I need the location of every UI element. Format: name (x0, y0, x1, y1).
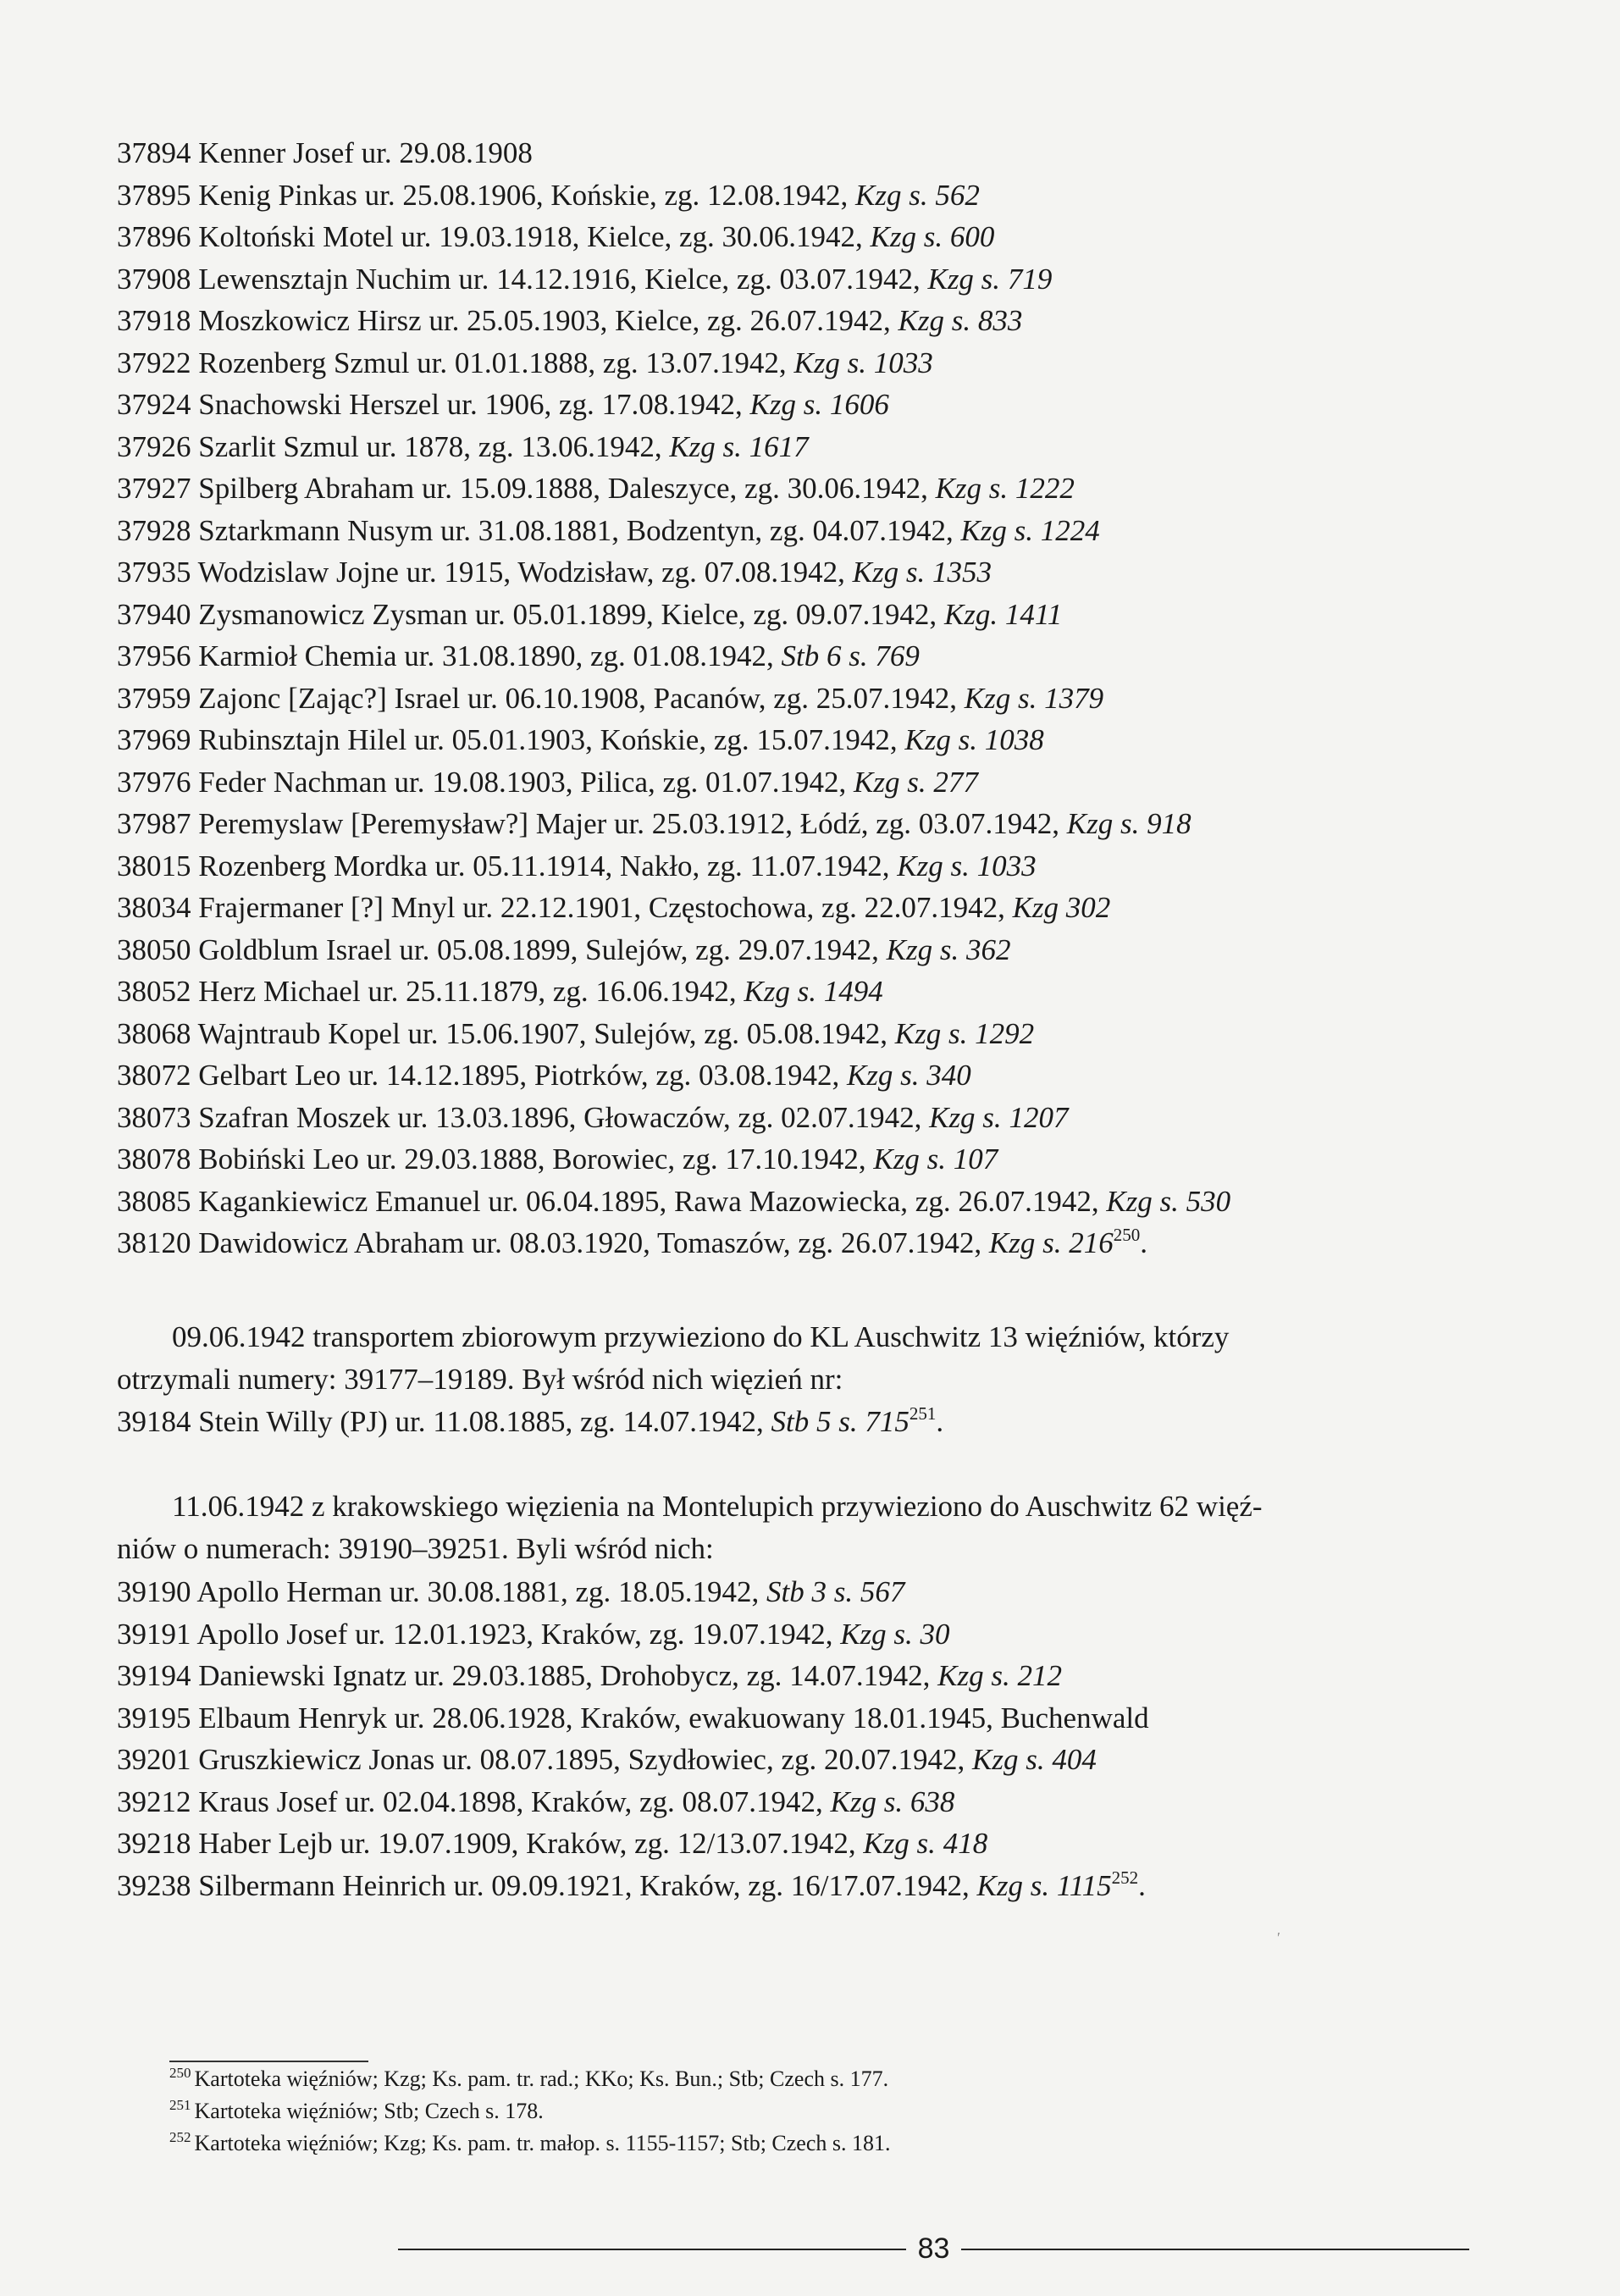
source-page: 302 (1065, 891, 1111, 924)
prisoner-entry (117, 1823, 1472, 1865)
prisoner-list-3 (117, 1571, 1472, 1906)
rule-left (398, 2249, 906, 2250)
prisoner-entry (117, 1401, 1472, 1443)
prisoner-entry (117, 929, 1472, 971)
source-ref: Kzg s. (897, 849, 970, 882)
entry-text: 38068 Wajntraub Kopel ur. 15.06.1907, Sulejów, zg. 05.08.1942, (117, 1016, 895, 1050)
entry-text: 38120 Dawidowicz Abraham ur. 08.03.1920, Tomaszów, zg. 26.07.1942, (117, 1226, 989, 1259)
source-ref: Kzg s. (1066, 807, 1140, 840)
source-page: 719 (1007, 262, 1053, 296)
prisoner-entry (117, 1865, 1472, 1907)
source-ref: Kzg s. (873, 1142, 946, 1176)
entry-text: 38078 Bobiński Leo ur. 29.03.1888, Borowiec, zg. 17.10.1942, (117, 1142, 874, 1176)
source-ref: Kzg (1012, 891, 1059, 924)
entry-text: 37895 Kenig Pinkas ur. 25.08.1906, Końskie, zg. 12.08.1942, (117, 178, 856, 212)
source-ref: Kzg s. (855, 178, 928, 212)
prisoner-entry (117, 551, 1472, 594)
source-ref: Kzg s. (852, 556, 926, 589)
entry-text: 37969 Rubinsztajn Hilel ur. 05.01.1903, Końskie, zg. 15.07.1942, (117, 723, 905, 756)
entry-text: 37956 Karmioł Chemia ur. 31.08.1890, zg. 01.08.1942, (117, 639, 782, 672)
source-page: 1617 (749, 429, 809, 463)
prisoner-entry (117, 845, 1472, 888)
source-page: 715 (865, 1405, 910, 1438)
prisoner-entry (117, 635, 1472, 678)
entry-text: 39212 Kraus Josef ur. 02.04.1898, Kraków, zg. 08.07.1942, (117, 1784, 831, 1818)
source-ref: Stb 3 s. (766, 1575, 854, 1608)
prisoner-entry (117, 1571, 1472, 1613)
source-page: 404 (1052, 1743, 1097, 1776)
source-page: 1224 (1040, 513, 1100, 547)
source-page: 1494 (823, 975, 883, 1008)
source-page: 918 (1147, 807, 1192, 840)
source-ref: Kzg s. (904, 723, 977, 756)
entry-text: 37940 Zysmanowicz Zysman ur. 05.01.1899, Kielce, zg. 09.07.1942, (117, 597, 944, 631)
entry-text: 37922 Rozenberg Szmul ur. 01.01.1888, zg. 13.07.1942, (117, 346, 794, 379)
source-ref: Kzg s. (854, 765, 926, 799)
source-ref: Kzg s. (937, 1659, 1010, 1692)
rule-right (961, 2249, 1469, 2250)
prisoner-entry (117, 258, 1472, 301)
prisoner-entry (117, 132, 1472, 174)
entry-text: 37928 Sztarkmann Nusym ur. 31.08.1881, Bodzentyn, zg. 04.07.1942, (117, 513, 961, 547)
source-page: 1033 (976, 849, 1037, 882)
prisoner-list-1 (117, 132, 1472, 1264)
paragraph-line: otrzymali numery: 39177–19189. Był wśród nich więzień nr: (117, 1363, 843, 1396)
prisoner-entry (117, 1013, 1472, 1055)
prisoner-entry (117, 971, 1472, 1013)
entry-text: 37894 Kenner Josef ur. 29.08.1908 (117, 136, 533, 169)
source-ref: Kzg s. (870, 220, 943, 253)
prisoner-entry (117, 1222, 1472, 1264)
source-ref: Kzg s. (898, 304, 971, 337)
prisoner-entry (117, 887, 1472, 929)
prisoner-entry (117, 426, 1472, 468)
prisoner-entry (117, 1613, 1472, 1656)
entry-text: 37908 Lewensztajn Nuchim ur. 14.12.1916, Kielce, zg. 03.07.1942, (117, 262, 928, 296)
entry-text: 38052 Herz Michael ur. 25.11.1879, zg. 16.06.1942, (117, 975, 744, 1008)
prisoner-entry (117, 1054, 1472, 1097)
entry-text: 39191 Apollo Josef ur. 12.01.1923, Kraków, zg. 19.07.1942, (117, 1617, 841, 1651)
entry-text: 37918 Moszkowicz Hirsz ur. 25.05.1903, Kielce, zg. 26.07.1942, (117, 304, 898, 337)
source-ref: Kzg. (943, 597, 998, 631)
entry-text: 37959 Zajonc [Zając?] Israel ur. 06.10.1908, Pacanów, zg. 25.07.1942, (117, 681, 965, 715)
source-ref: Kzg s. (669, 429, 742, 463)
source-page: 1033 (873, 346, 933, 379)
entry-text: 37926 Szarlit Szmul ur. 1878, zg. 13.06.1942, (117, 429, 670, 463)
source-ref: Kzg s. (1106, 1184, 1179, 1218)
source-page: 418 (943, 1827, 988, 1860)
source-ref: Kzg s. (927, 262, 1001, 296)
source-ref: Kzg s. (840, 1617, 913, 1651)
source-page: 107 (953, 1142, 998, 1176)
source-page: 1222 (1015, 472, 1075, 505)
entry-text: 39218 Haber Lejb ur. 19.07.1909, Kraków, zg. 12/13.07.1942, (117, 1827, 864, 1860)
prisoner-entry (117, 467, 1472, 510)
source-ref: Kzg s. (988, 1226, 1062, 1259)
entry-text: 38015 Rozenberg Mordka ur. 05.11.1914, Nakło, zg. 11.07.1942, (117, 849, 898, 882)
source-ref: Kzg s. (886, 932, 959, 966)
entry-text: 39190 Apollo Herman ur. 30.08.1881, zg. 18.05.1942, (117, 1575, 767, 1608)
footnote-text: Kartoteka więźniów; Stb; Czech s. 178. (194, 2099, 544, 2123)
paragraph-line: 09.06.1942 transportem zbiorowym przywieziono do KL Auschwitz 13 więźniów, którzy (172, 1320, 1230, 1353)
source-ref: Stb 5 s. (771, 1405, 858, 1438)
prisoner-entry (117, 678, 1472, 720)
prisoner-list-2 (117, 1401, 1472, 1443)
footnotes (169, 2063, 891, 2160)
stray-mark: ′ (1277, 1929, 1280, 1946)
period: . (936, 1405, 944, 1438)
prisoner-entry (117, 300, 1472, 342)
source-ref: Kzg s. (749, 388, 823, 421)
source-page: 30 (920, 1617, 950, 1651)
source-page: 216 (1069, 1226, 1114, 1259)
prisoner-entry (117, 594, 1472, 636)
source-page: 530 (1186, 1184, 1231, 1218)
footnote-ref: 251 (909, 1403, 937, 1424)
entry-text: 37896 Koltoński Motel ur. 19.03.1918, Kielce, zg. 30.06.1942, (117, 220, 871, 253)
entry-text: 37935 Wodzislaw Jojne ur. 1915, Wodzisław, zg. 07.08.1942, (117, 556, 853, 589)
entry-text: 38085 Kagankiewicz Emanuel ur. 06.04.1895, Rawa Mazowiecka, zg. 26.07.1942, (117, 1184, 1107, 1218)
source-page: 1353 (932, 556, 992, 589)
source-ref: Kzg s. (830, 1784, 904, 1818)
page-number: 83 (917, 2232, 950, 2265)
source-ref: Kzg s. (935, 472, 1009, 505)
prisoner-entry (117, 510, 1472, 552)
source-page: 638 (910, 1784, 955, 1818)
source-page: 567 (860, 1575, 905, 1608)
source-ref: Kzg s. (846, 1059, 920, 1092)
entry-text: 38034 Frajermaner [?] Mnyl ur. 22.12.1901, Częstochowa, zg. 22.07.1942, (117, 891, 1013, 924)
entry-text: 38072 Gelbart Leo ur. 14.12.1895, Piotrków, zg. 03.08.1942, (117, 1059, 847, 1092)
transport-paragraph-2 (117, 1485, 1472, 1570)
footnote-ref: 252 (1111, 1867, 1139, 1888)
source-ref: Kzg s. (960, 513, 1034, 547)
prisoner-entry (117, 174, 1472, 217)
entry-text: 39184 Stein Willy (PJ) ur. 11.08.1885, zg. 14.07.1942, (117, 1405, 771, 1438)
source-page: 340 (926, 1059, 971, 1092)
prisoner-entry (117, 1781, 1472, 1823)
prisoner-entry (117, 1739, 1472, 1781)
source-page: 1038 (984, 723, 1044, 756)
footnote-text: Kartoteka więźniów; Kzg; Ks. pam. tr. małop. s. 1155-1157; Stb; Czech s. 181. (194, 2131, 891, 2155)
paragraph-line: niów o numerach: 39190–39251. Byli wśród nich: (117, 1532, 714, 1565)
footnote-number: 251 (169, 2097, 191, 2113)
prisoner-entry (117, 719, 1472, 761)
source-page: 1379 (1044, 681, 1104, 715)
period: . (1140, 1226, 1147, 1259)
entry-text: 37924 Snachowski Herszel ur. 1906, zg. 17.08.1942, (117, 388, 750, 421)
source-page: 1411 (1004, 597, 1063, 631)
footnote-text: Kartoteka więźniów; Kzg; Ks. pam. tr. rad.; KKo; Ks. Bun.; Stb; Czech s. 177. (194, 2066, 889, 2091)
entry-text: 39238 Silbermann Heinrich ur. 09.09.1921, Kraków, zg. 16/17.07.1942, (117, 1868, 977, 1902)
paragraph-line: 11.06.1942 z krakowskiego więzienia na Montelupich przywieziono do Auschwitz 62 więź- (172, 1490, 1263, 1523)
source-ref: Kzg s. (929, 1100, 1002, 1134)
transport-paragraph-1 (117, 1316, 1472, 1401)
prisoner-entry (117, 1181, 1472, 1223)
prisoner-entry (117, 216, 1472, 258)
source-ref: Kzg s. (976, 1868, 1050, 1902)
entry-text: 37976 Feder Nachman ur. 19.08.1903, Pilica, zg. 01.07.1942, (117, 765, 854, 799)
footnote-ref: 250 (1113, 1225, 1141, 1245)
prisoner-entry (117, 761, 1472, 804)
entry-text: 38073 Szafran Moszek ur. 13.03.1896, Głowaczów, zg. 02.07.1942, (117, 1100, 930, 1134)
source-ref: Kzg s. (793, 346, 867, 379)
source-page: 562 (935, 178, 980, 212)
entry-text: 37987 Peremyslaw [Peremysław?] Majer ur. 25.03.1912, Łódź, zg. 03.07.1942, (117, 807, 1067, 840)
footnote-separator (169, 2061, 368, 2062)
prisoner-entry (117, 342, 1472, 385)
source-page: 1606 (829, 388, 889, 421)
source-page: 212 (1017, 1659, 1062, 1692)
footnote-number: 250 (169, 2065, 191, 2081)
prisoner-entry (117, 1697, 1472, 1740)
source-page: 277 (933, 765, 978, 799)
prisoner-entry (117, 1097, 1472, 1139)
entry-text: 37927 Spilberg Abraham ur. 15.09.1888, Daleszyce, zg. 30.06.1942, (117, 472, 936, 505)
source-ref: Kzg s. (964, 681, 1037, 715)
entry-text: 39195 Elbaum Henryk ur. 28.06.1928, Kraków, ewakuowany 18.01.1945, Buchenwald (117, 1701, 1149, 1734)
source-page: 1292 (975, 1016, 1035, 1050)
source-ref: Stb 6 s. (781, 639, 868, 672)
footnote (169, 2127, 891, 2160)
footnote (169, 2063, 891, 2095)
prisoner-entry (117, 384, 1472, 426)
prisoner-entry (117, 803, 1472, 845)
source-page: 769 (875, 639, 920, 672)
source-ref: Kzg s. (863, 1827, 936, 1860)
footnote-number: 252 (169, 2129, 191, 2145)
source-ref: Kzg s. (894, 1016, 968, 1050)
source-page: 1115 (1056, 1868, 1112, 1902)
prisoner-entry (117, 1655, 1472, 1697)
source-page: 600 (949, 220, 995, 253)
entry-text: 39201 Gruszkiewicz Jonas ur. 08.07.1895, Szydłowiec, zg. 20.07.1942, (117, 1743, 972, 1776)
source-ref: Kzg s. (744, 975, 816, 1008)
entry-text: 39194 Daniewski Ignatz ur. 29.03.1885, Drohobycz, zg. 14.07.1942, (117, 1659, 938, 1692)
source-ref: Kzg s. (972, 1743, 1045, 1776)
period: . (1138, 1868, 1146, 1902)
source-page: 833 (977, 304, 1023, 337)
source-page: 362 (965, 932, 1011, 966)
source-page: 1207 (1009, 1100, 1069, 1134)
prisoner-entry (117, 1138, 1472, 1181)
entry-text: 38050 Goldblum Israel ur. 05.08.1899, Sulejów, zg. 29.07.1942, (117, 932, 887, 966)
footnote (169, 2095, 891, 2127)
